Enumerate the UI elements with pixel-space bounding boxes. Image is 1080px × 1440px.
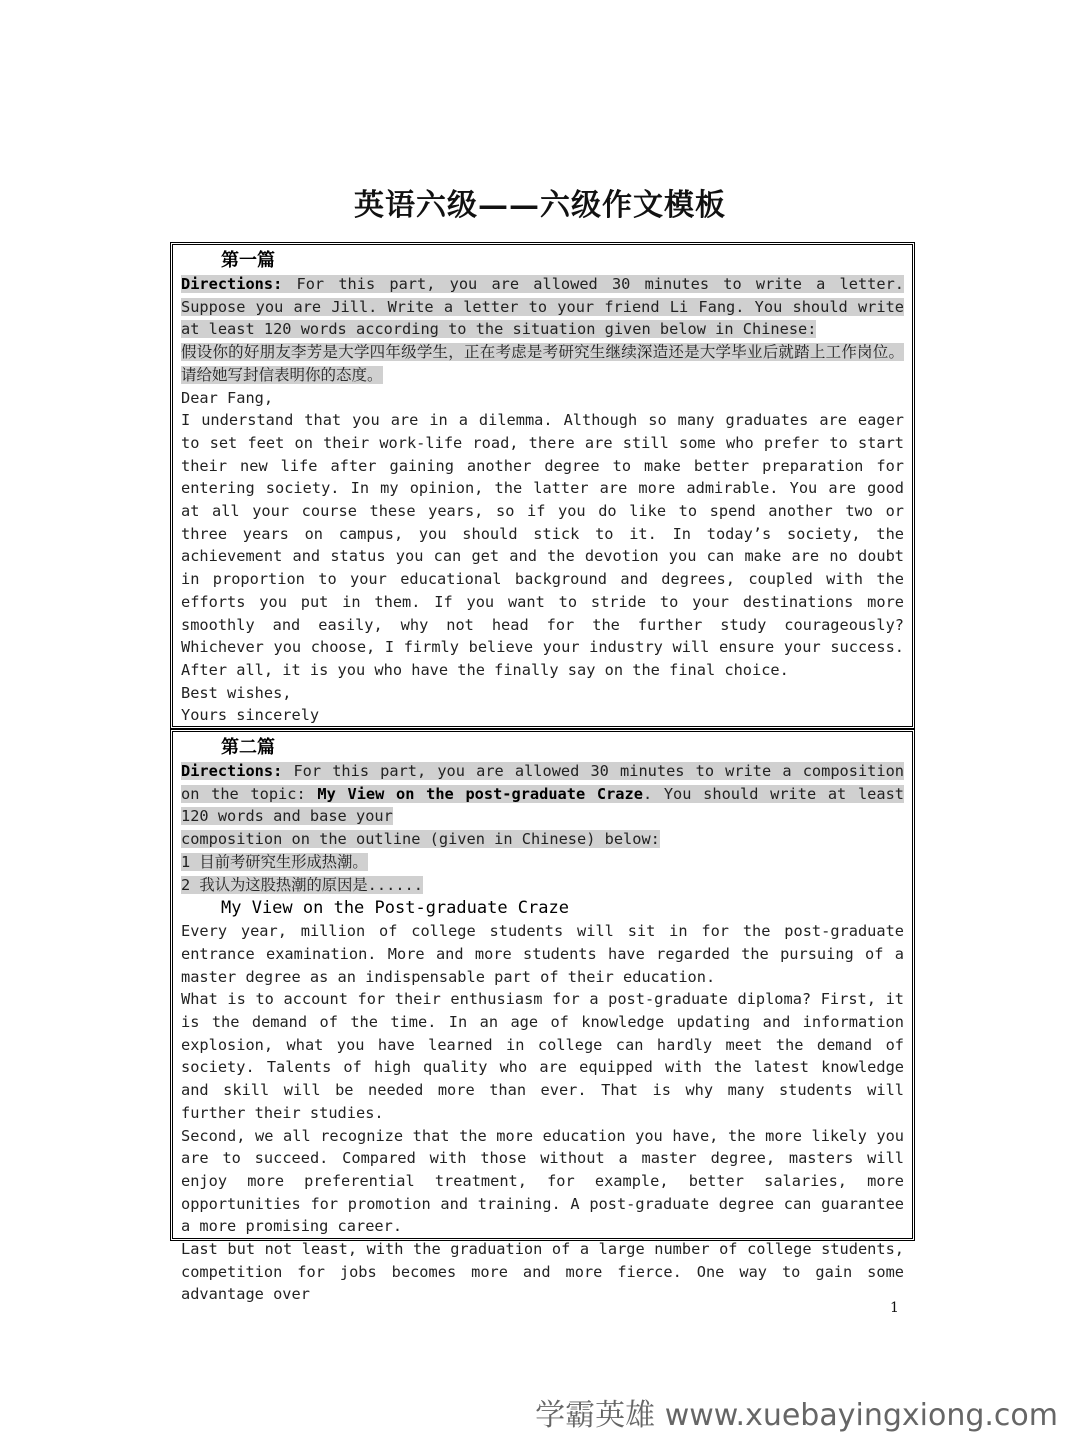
letter-salutation: Dear Fang, bbox=[181, 388, 274, 407]
essay-paragraph-1: Every year, million of college students will sit in for the post-graduate entrance examination. More and more students have regarded the pursuing of a master degree as an indispensable part of their education. bbox=[181, 922, 904, 986]
essay-paragraph-3: Second, we all recognize that the more education you have, the more likely you are to succeed. Compared with those without a master degree, masters will enjoy more preferential treatment, for example, better salaries, more opportunities for promotion and training. A post-graduate degree can guarantee a more promising career. bbox=[181, 1126, 904, 1236]
outline-1-text: 1 目前考研究生形成热潮。 bbox=[181, 852, 368, 871]
directions-label: Directions: bbox=[181, 275, 283, 293]
essay-title: My View on the Post-graduate Craze bbox=[221, 898, 569, 919]
essay-paragraph-4: Last but not least, with the graduation of a large number of college students, competition for jobs becomes more and more fierce. One way to gain some advantage over bbox=[181, 1240, 904, 1304]
outline-item-1 bbox=[181, 851, 904, 874]
letter-body: I understand that you are in a dilemma. Although so many graduates are eager to set feet on their work-life road, there are still some who prefer to start their new life after gaining another degree to make better preparation for entering society. In my opinion, the latter are more admirable. You are good at all your course these years, so if you do like to spend another two or three years on campus, you should stick to it. In today’s society, the achievement and status you can get and the devotion you can make are no doubt in proportion to your educational background and degrees, coupled with the efforts you put in them. If you want to stride to your destinations more smoothly and easily, why not head for the further study courageously? Whichever you choose, I firmly believe your industry will ensure your success. After all, it is you who have the finally say on the final choice. bbox=[181, 411, 904, 679]
section-2-box bbox=[170, 729, 915, 1304]
section-1-box bbox=[170, 242, 915, 729]
section-2-heading: 第二篇 bbox=[221, 737, 275, 758]
outline-item-2 bbox=[181, 874, 904, 897]
section-1-chinese-prompt bbox=[181, 341, 904, 386]
topic-title: My View on the post-graduate Craze bbox=[317, 784, 643, 803]
directions-continued bbox=[181, 828, 904, 851]
outline-2-text: 2 我认为这股热潮的原因是...... bbox=[181, 875, 423, 894]
directions-text-3: composition on the outline (given in Chinese) below: bbox=[181, 830, 660, 849]
directions-text-1: For this part, you are allowed 30 minutes to write a composition on the topic: bbox=[181, 762, 904, 803]
chinese-prompt-text: 假设你的好朋友李芳是大学四年级学生，正在考虑是考研究生继续深造还是大学毕业后就踏上工作岗位。请给她写封信表明你的态度。 bbox=[181, 343, 904, 384]
page-title: 英语六级——六级作文模板 bbox=[354, 188, 726, 223]
section-2-directions bbox=[181, 760, 904, 828]
section-1-directions bbox=[181, 273, 904, 341]
letter-signature: Yours sincerely bbox=[181, 706, 320, 725]
directions-text: For this part, you are allowed 30 minutes to write a letter. Suppose you are Jill. Write a letter to your friend Li Fang. You should write at least 120 words according to the situation given below in Chinese: bbox=[181, 275, 904, 339]
letter-closing: Best wishes, bbox=[181, 683, 292, 702]
section-1-heading: 第一篇 bbox=[221, 250, 275, 271]
watermark: 学霸英雄 www.xuebayingxiong.com bbox=[535, 1398, 1058, 1433]
directions-text-2: . You should write at least 120 words and base your bbox=[181, 784, 905, 826]
essay-paragraph-2: What is to account for their enthusiasm for a post-graduate diploma? First, it is the demand of the time. In an age of knowledge updating and information explosion, what you have learned in college can hardly meet the demand of society. Talents of high quality who are equipped with the latest knowledge and skill will be needed more than ever. That is why many students will further their studies. bbox=[181, 990, 904, 1122]
directions-label: Directions: bbox=[181, 762, 283, 780]
page-number: 1 bbox=[890, 1300, 899, 1316]
